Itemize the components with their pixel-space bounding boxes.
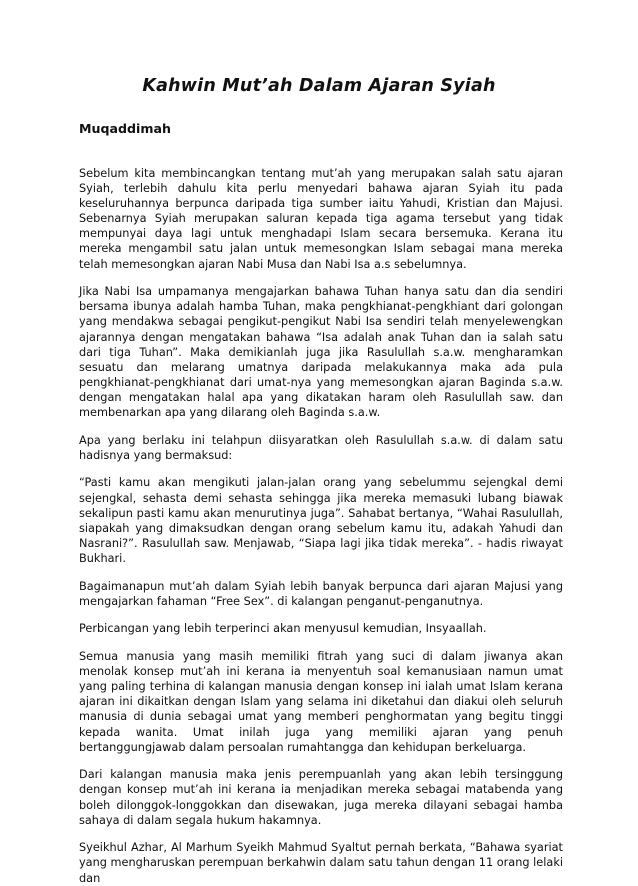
paragraph: Semua manusia yang masih memiliki fitrah yang suci di dalam jiwanya akan menolak konsep mut’ah ini kerana ia menyentuh soal kemanusiaan namun umat yang paling terhina di kalangan manusia dengan konsep ini ialah umat Islam kerana ajaran ini dikaitkan dengan Islam yang selama ini diketahui dan diakui oleh seluruh manusia di dunia sebagai umat yang memberi penghormatan yang begitu tinggi kepada wanita. Umat inilah juga yang memiliki ajaran yang penuh bertanggungjawab dalam persoalan rumahtangga dan kehidupan berkeluarga. [79,650,563,754]
paragraph: Perbicangan yang lebih terperinci akan menyusul kemudian, Insyaallah. [79,622,487,636]
paragraph: Jika Nabi Isa umpamanya mengajarkan bahawa Tuhan hanya satu dan dia sendiri bersama ibunya adalah hamba Tuhan, maka pengkhianat-pengkhiant dari golongan yang mendakwa sebagai pengikut-pengikut Nabi Isa sendiri telah menyelewengkan ajarannya dengan mengatakan bahawa “Isa adalah anak Tuhan dan ia salah satu dari tiga Tuhan”. Maka demikianlah juga jika Rasulullah s.a.w. mengharamkan sesuatu dan melarang umatnya daripada melakukannya maka ada pula pengkhianat-pengkhianat dari umat-nya yang memesongkan ajaran Baginda s.a.w. dengan mengatakan halal apa yang dikatakan haram oleh Rasulullah saw. dan membenarkan apa yang dilarang oleh Baginda s.a.w. [79,285,563,419]
paragraph: Sebelum kita membincangkan tentang mut’ah yang merupakan salah satu ajaran Syiah, terlebih dahulu kita perlu menyedari bahawa ajaran Syiah itu pada keseluruhannya berpunca daripada tiga sumber iaitu Yahudi, Kristian dan Majusi. Sebenarnya Syiah merupakan saluran kepada tiga agama tersebut yang tidak mempunyai daya lagi untuk menghadapi Islam secara bersemuka. Kerana itu mereka mengambil satu jalan untuk memesongkan Islam sebagai mana mereka telah memesongkan ajaran Nabi Musa dan Nabi Isa a.s sebelumnya. [79,167,563,271]
hadith-quote: “Pasti kamu akan mengikuti jalan-jalan orang yang sebelummu sejengkal demi sejengkal, sehasta demi sehasta sehingga jika mereka memasuki lubang biawak sekalipun pasti kamu akan menurutinya juga”. Sahabat bertanya, “Wahai Rasulullah, siapakah yang dimaksudkan dengan orang sebelum kamu itu, adakah Yahudi dan Nasrani?”. Rasulullah saw. Menjawab, “Siapa lagi jika tidak mereka”. - hadis riwayat Bukhari. [79,476,563,565]
paragraph: Syeikhul Azhar, Al Marhum Syeikh Mahmud Syaltut pernah berkata, “Bahawa syariat yang mengharuskan perempuan berkahwin dalam satu tahun dengan 11 orang lelaki dan [79,841,563,885]
paragraph: Dari kalangan manusia maka jenis perempuanlah yang akan lebih tersinggung dengan konsep mut’ah ini kerana ia menjadikan mereka sebagai matabenda yang boleh dilonggok-longgokkan dan disewakan, juga mereka dilayani sebagai hamba sahaya di dalam segala hukum hakamnya. [79,768,563,827]
document-title: Kahwin Mut’ah Dalam Ajaran Syiah [142,76,496,96]
paragraph: Apa yang berlaku ini telahpun diisyaratkan oleh Rasulullah s.a.w. di dalam satu hadisnya yang bermaksud: [79,433,563,462]
paragraph: Bagaimanapun mut’ah dalam Syiah lebih banyak berpunca dari ajaran Majusi yang mengajarkan fahaman “Free Sex”. di kalangan penganut-penganutnya. [79,579,563,608]
document-body [79,166,563,886]
section-heading: Muqaddimah [79,121,171,136]
